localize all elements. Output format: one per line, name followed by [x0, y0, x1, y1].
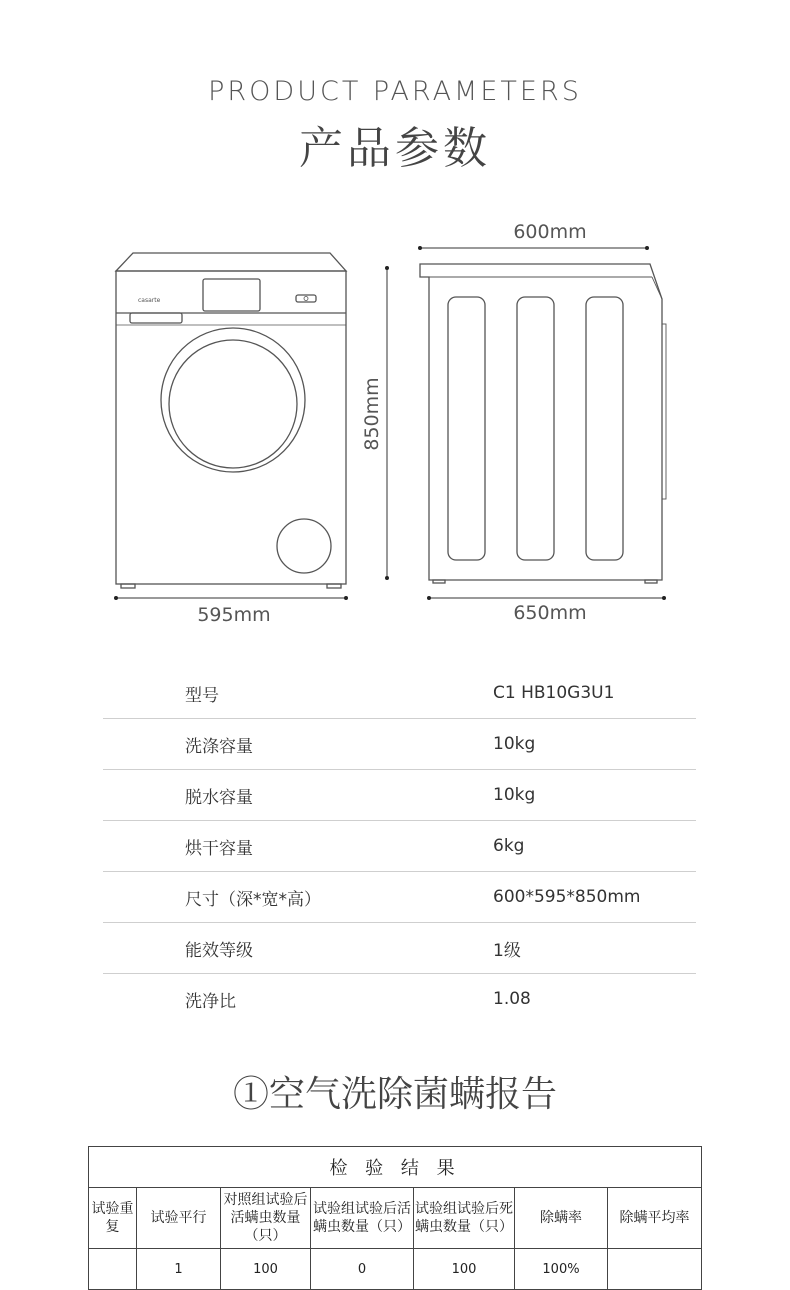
dim-height-label: 850mm [361, 377, 383, 451]
param-row-wash-ratio [103, 974, 696, 1024]
height-dimension [361, 266, 389, 580]
table-cell: 100% [515, 1249, 608, 1290]
param-value: 6kg [493, 836, 525, 856]
param-value: 600*595*850mm [493, 887, 641, 907]
report-title: ①空气洗除菌螨报告 [232, 1074, 557, 1115]
param-key: 烘干容量 [185, 838, 253, 859]
front-body [116, 271, 346, 584]
param-key: 能效等级 [185, 940, 253, 961]
side-rib-1 [448, 297, 485, 560]
param-row-dry-capacity [103, 821, 696, 872]
dim-bottom-depth-label: 650mm [513, 602, 587, 624]
param-key: 洗涤容量 [185, 736, 253, 757]
param-row-energy-grade [103, 923, 696, 974]
detergent-drawer [130, 313, 182, 323]
table-cell [89, 1249, 137, 1290]
table-cell: 100 [221, 1249, 311, 1290]
side-rib-2 [517, 297, 554, 560]
param-value: C1 HB10G3U1 [493, 683, 615, 703]
front-width-dimension [114, 596, 348, 626]
front-top-panel [116, 253, 346, 271]
param-value: 10kg [493, 734, 536, 754]
param-row-spin-capacity [103, 770, 696, 821]
param-value: 1.08 [493, 989, 531, 1009]
table-header-cell: 除螨率 [515, 1188, 608, 1249]
dim-top-depth-label: 600mm [513, 221, 587, 243]
door-glass [169, 340, 297, 468]
side-view [420, 264, 666, 583]
side-body [420, 264, 662, 580]
title-chinese: 产品参数 [299, 123, 491, 174]
table-header-cell: 对照组试验后活螨虫数量（只） [221, 1188, 311, 1249]
param-key: 型号 [185, 685, 219, 706]
param-row-wash-capacity [103, 719, 696, 770]
table-header-row [89, 1188, 702, 1249]
param-row-model [103, 668, 696, 719]
top-depth-dimension [418, 221, 649, 250]
table-header-cell: 试验平行 [137, 1188, 221, 1249]
param-key: 脱水容量 [185, 787, 253, 808]
table-header-cell: 试验重复 [89, 1188, 137, 1249]
param-value: 1级 [493, 940, 521, 961]
filter-cover [277, 519, 331, 573]
table-row [89, 1249, 702, 1290]
param-key: 洗净比 [185, 991, 236, 1012]
param-row-dimensions [103, 872, 696, 923]
test-result-table [88, 1146, 702, 1290]
param-value: 10kg [493, 785, 536, 805]
bottom-depth-dimension [427, 596, 666, 624]
table-cell [608, 1249, 702, 1290]
table-cell: 100 [414, 1249, 515, 1290]
door-outer-ring [161, 328, 305, 472]
brand-logo: casarte [138, 297, 161, 304]
table-header-cell: 试验组试验后活螨虫数量（只） [311, 1188, 414, 1249]
table-cell: 1 [137, 1249, 221, 1290]
table-cell: 0 [311, 1249, 414, 1290]
dim-front-width-label: 595mm [197, 604, 271, 626]
table-caption: 检 验 结 果 [89, 1147, 702, 1188]
table-header-cell: 除螨平均率 [608, 1188, 702, 1249]
title-english: PRODUCT PARAMETERS [208, 76, 582, 107]
param-key: 尺寸（深*宽*高） [185, 889, 321, 910]
table-header-cell: 试验组试验后死螨虫数量（只） [414, 1188, 515, 1249]
parameter-list [103, 668, 696, 1024]
power-button [296, 295, 316, 302]
side-rib-3 [586, 297, 623, 560]
display-screen [203, 279, 260, 311]
